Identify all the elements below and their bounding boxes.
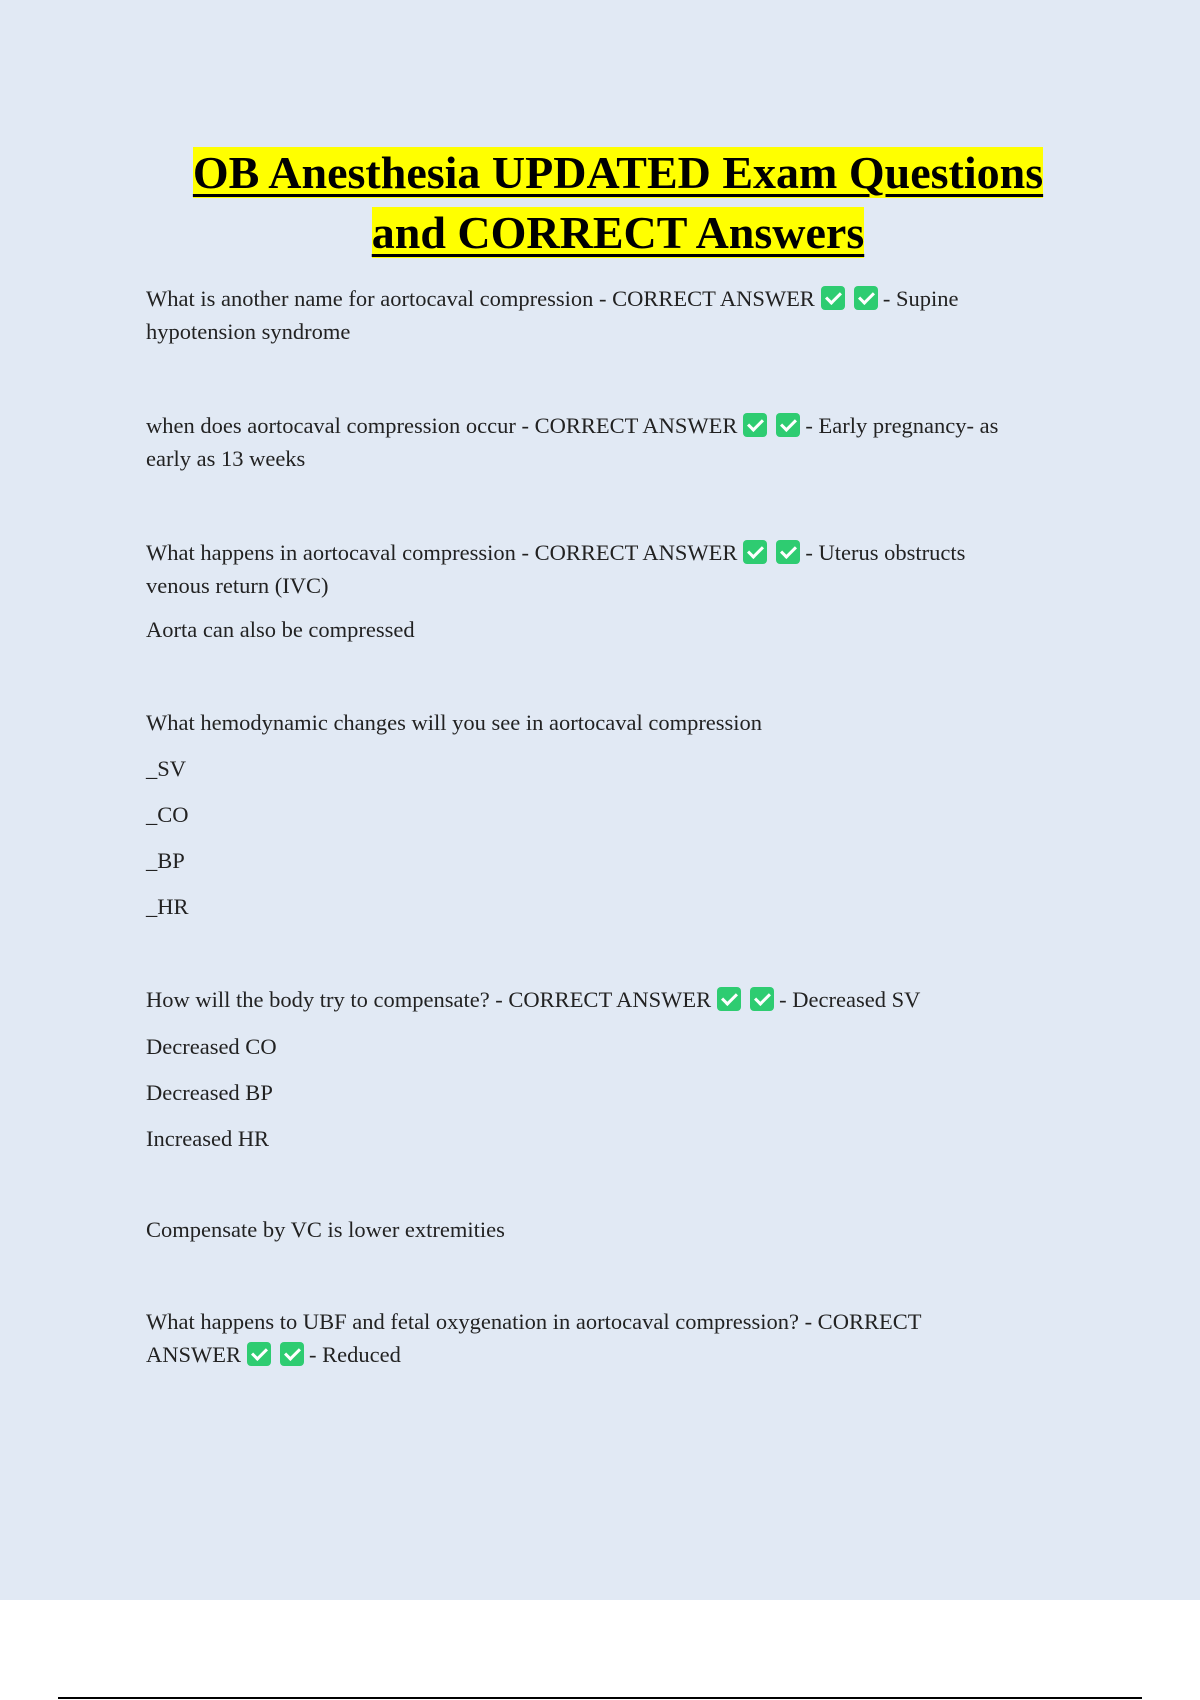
answer-text: - Supine <box>882 286 959 311</box>
check-mark-icon <box>776 413 800 437</box>
title-line-2: and CORRECT Answers <box>371 207 865 258</box>
qa-item <box>146 1305 1076 1371</box>
qa-item <box>146 706 1076 923</box>
check-mark-icon <box>854 286 878 310</box>
question-text: What is another name for aortocaval compression - CORRECT ANSWER <box>146 286 815 311</box>
check-mark-icon <box>750 987 774 1011</box>
question-text: How will the body try to compensate? - CORRECT ANSWER <box>146 987 712 1012</box>
answer-text: venous return (IVC) <box>146 573 329 598</box>
list-item: _SV <box>146 756 187 781</box>
list-item: _BP <box>146 848 185 873</box>
answer-extra: Compensate by VC is lower extremities <box>146 1217 505 1242</box>
check-mark-icon <box>776 540 800 564</box>
title-line-1: OB Anesthesia UPDATED Exam Questions <box>192 147 1044 198</box>
check-mark-icon <box>280 1342 304 1366</box>
list-item: _HR <box>146 894 189 919</box>
qa-content <box>146 282 1076 1371</box>
check-mark-icon <box>743 413 767 437</box>
qa-item <box>146 282 1076 348</box>
document-title <box>0 143 1200 263</box>
question-text: when does aortocaval compression occur - CORRECT ANSWER <box>146 413 738 438</box>
list-item: Decreased BP <box>146 1080 273 1105</box>
qa-item <box>146 536 1076 646</box>
check-mark-icon <box>821 286 845 310</box>
answer-text: - Uterus obstructs <box>805 540 966 565</box>
question-text: What hemodynamic changes will you see in aortocaval compression <box>146 710 763 735</box>
answer-text: - Decreased SV <box>779 987 921 1012</box>
answer-text: hypotension syndrome <box>146 319 351 344</box>
qa-item <box>146 983 1076 1246</box>
answer-extra: Aorta can also be compressed <box>146 617 415 642</box>
list-item: Increased HR <box>146 1126 270 1151</box>
qa-item <box>146 409 1076 475</box>
question-text: What happens in aortocaval compression - CORRECT ANSWER <box>146 540 738 565</box>
check-mark-icon <box>743 540 767 564</box>
footer-divider <box>58 1697 1142 1699</box>
list-item: Decreased CO <box>146 1034 277 1059</box>
list-item: _CO <box>146 802 189 827</box>
answer-text: early as 13 weeks <box>146 446 306 471</box>
check-mark-icon <box>247 1342 271 1366</box>
question-text: ANSWER <box>146 1342 241 1367</box>
question-text: What happens to UBF and fetal oxygenation in aortocaval compression? - CORRECT <box>146 1309 922 1334</box>
answer-text: - Reduced <box>309 1342 401 1367</box>
answer-text: - Early pregnancy- as <box>805 413 999 438</box>
check-mark-icon <box>717 987 741 1011</box>
